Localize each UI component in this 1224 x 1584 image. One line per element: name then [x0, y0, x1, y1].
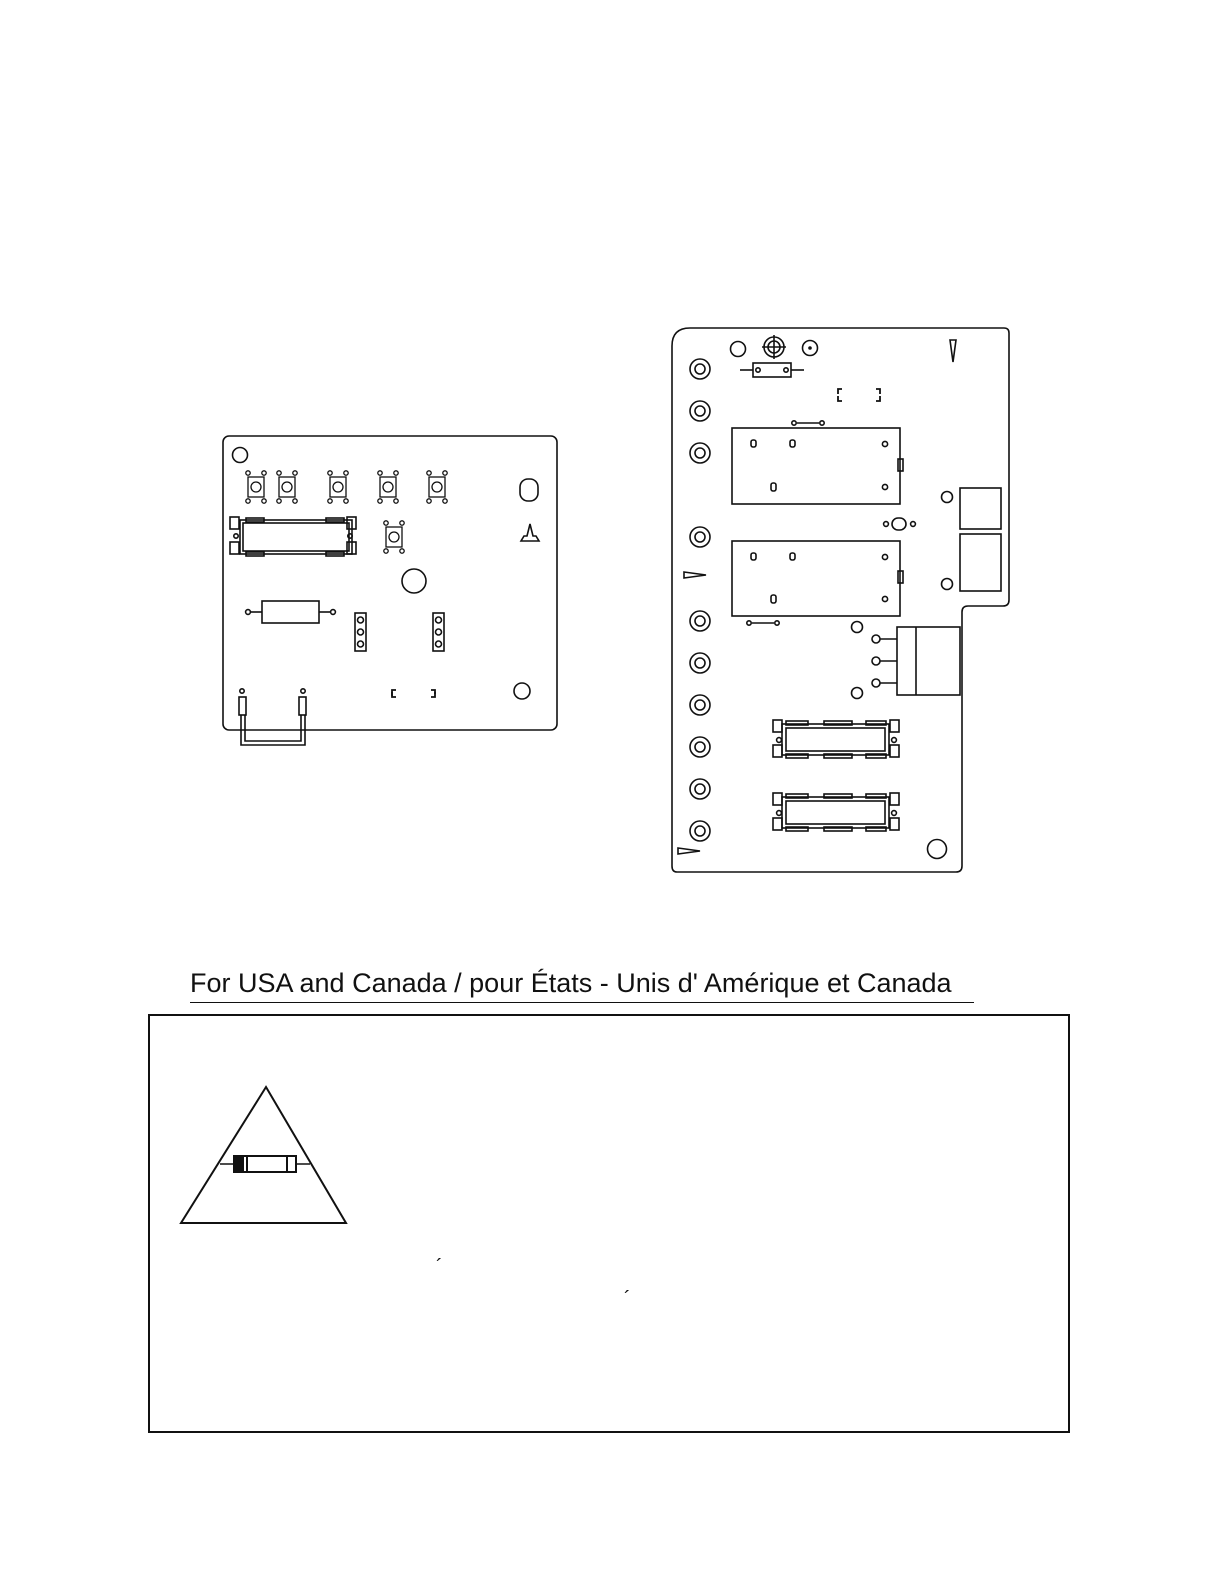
corner-marks: [392, 690, 435, 697]
connector-module: [773, 793, 899, 831]
pin-header: [355, 613, 366, 651]
led-component: [884, 518, 916, 530]
accent-mark: ´: [624, 1288, 631, 1310]
mounting-hole: [233, 448, 248, 463]
buzzer: [402, 569, 426, 593]
board-outline: [672, 328, 1009, 872]
mounting-hole: [928, 840, 947, 859]
diode-warning-triangle-icon: [178, 1084, 350, 1228]
region-caption: For USA and Canada / pour États - Unis d' Amérique et Canada: [190, 966, 974, 1003]
connector-module: [773, 720, 899, 758]
mounting-hole: [731, 342, 746, 357]
oval-pad: [520, 479, 538, 501]
tact-switch-row: [246, 471, 447, 553]
user-control-board-diagram: [218, 432, 563, 752]
led-symbol: [521, 524, 539, 541]
display-module: [230, 517, 356, 556]
mounting-hole: [514, 683, 530, 699]
fuse: [740, 363, 804, 377]
power-relay-board-diagram: [666, 322, 1016, 880]
cable-connector: [239, 689, 306, 745]
orientation-arrow: [684, 572, 706, 578]
accent-mark: ´: [436, 1256, 443, 1278]
side-connector: [872, 627, 960, 695]
relay: [732, 541, 903, 625]
relay: [732, 421, 903, 504]
terminal-column: [690, 359, 710, 841]
orientation-arrow: [950, 340, 956, 362]
corner-marks: [838, 389, 880, 401]
orientation-arrow: [678, 848, 700, 854]
pin-header: [433, 613, 444, 651]
terminal-block: [960, 488, 1001, 529]
board-outline: [223, 436, 557, 730]
resistor: [246, 601, 336, 623]
trim-pot: [762, 335, 786, 359]
terminal-block: [960, 534, 1001, 591]
